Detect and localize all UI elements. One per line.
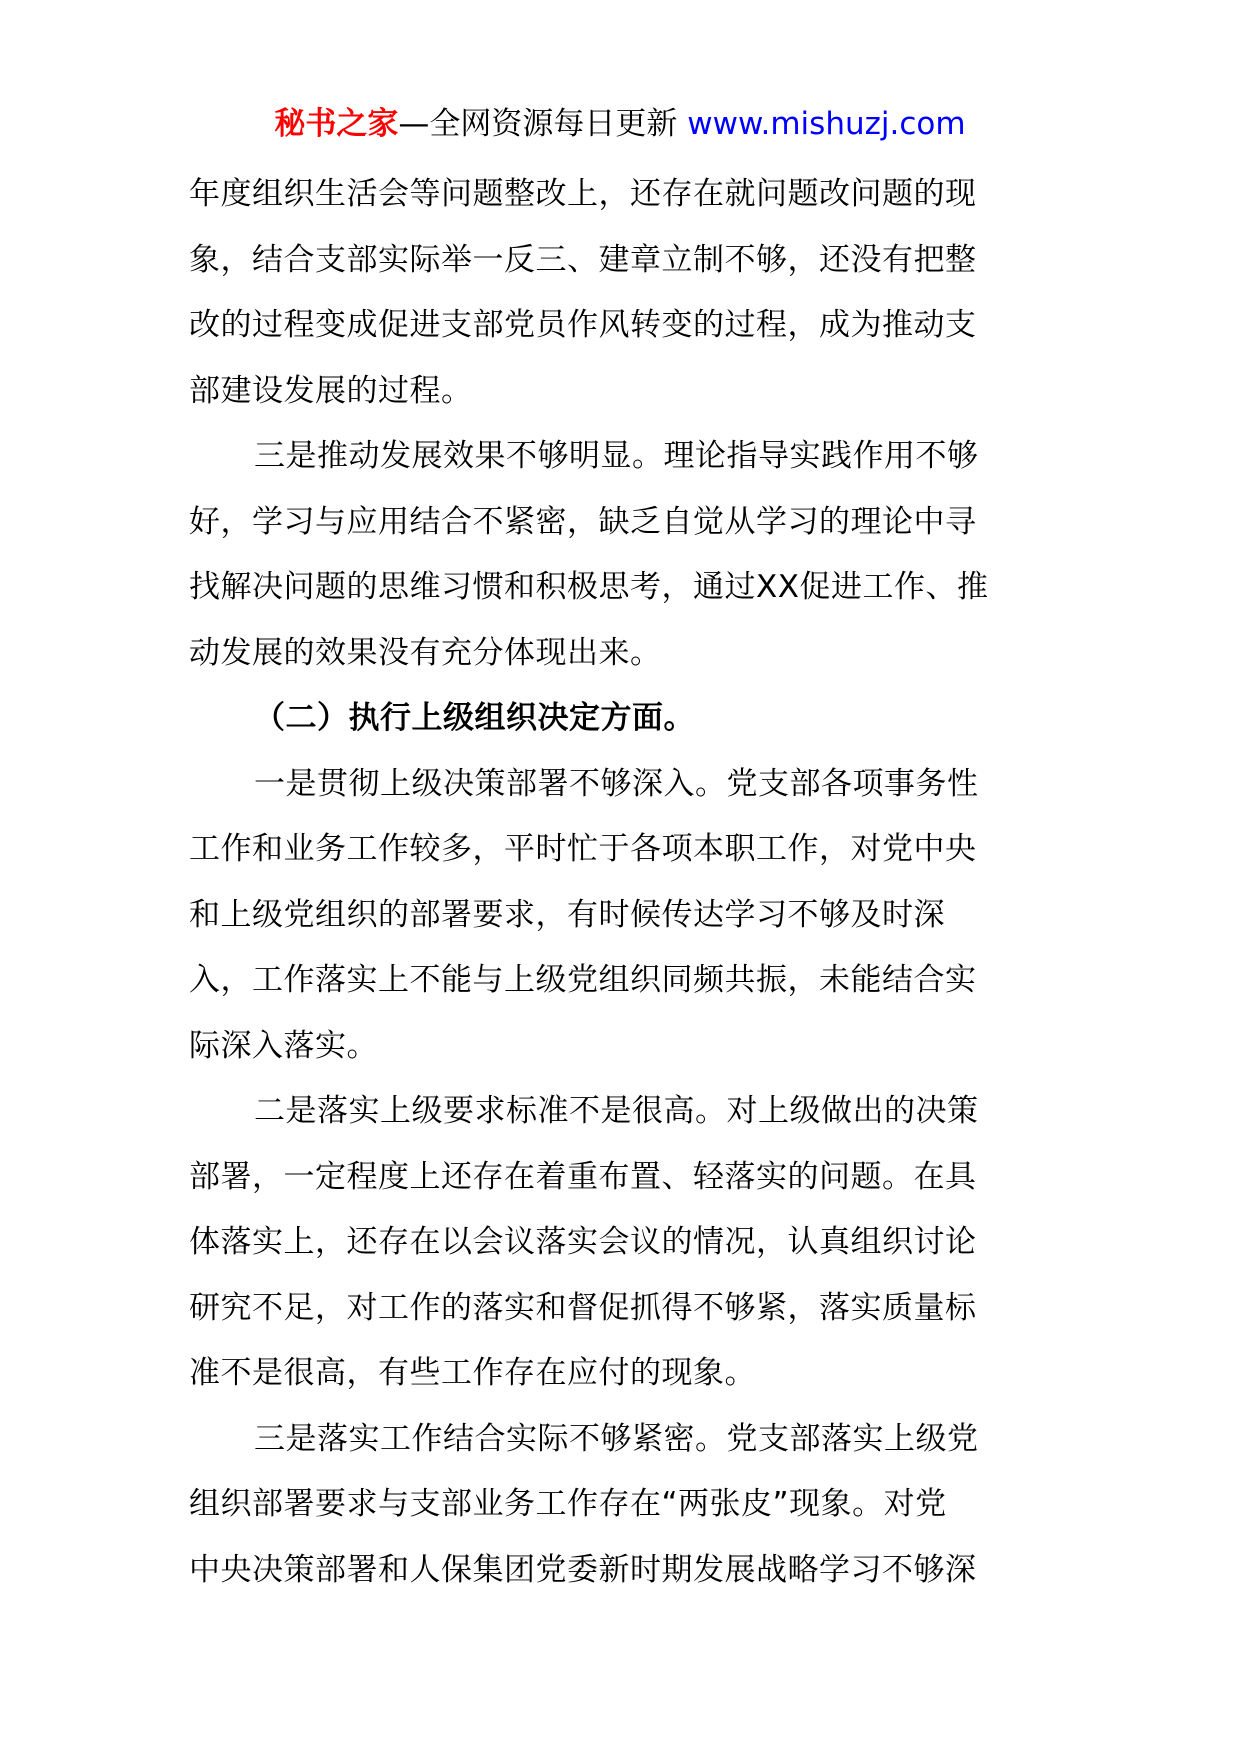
text-line: 好，学习与应用结合不紧密，缺乏自觉从学习的理论中寻 [189,503,977,540]
text-line: 准不是很高，有些工作存在应付的现象。 [189,1355,756,1391]
header-url-link[interactable]: www.mishuzj.com [687,106,966,142]
text-line: 动发展的效果没有充分体现出来。 [189,634,662,671]
text-line: 研究不足，对工作的落实和督促抓得不够紧，落实质量标 [189,1289,977,1326]
document-body [189,162,1069,1603]
text-line: 入，工作落实上不能与上级党组织同频共振，未能结合实 [189,962,977,998]
text-line: 工作和业务工作较多，平时忙于各项本职工作，对党中央 [189,831,977,867]
text-line: 部署，一定程度上还存在着重布置、轻落实的问题。在具 [189,1158,977,1195]
paragraph-start-line: 二是落实上级要求标准不是很高。对上级做出的决策 [254,1093,979,1129]
text-line: 年度组织生活会等问题整改上，还存在就问题改问题的现 [189,176,977,212]
paragraph-start-line: 一是贯彻上级决策部署不够深入。党支部各项事务性 [254,765,979,802]
text-line: 体落实上，还存在以会议落实会议的情况，认真组织讨论 [189,1224,977,1260]
text-line: 象，结合支部实际举一反三、建章立制不够，还没有把整 [189,241,977,278]
header-tagline: —全网资源每日更新 [398,106,678,142]
text-line: 组织部署要求与支部业务工作存在“两张皮”现象。对党 [189,1486,947,1522]
text-line: 找解决问题的思维习惯和积极思考，通过XX促进工作、推 [189,569,989,605]
text-line: 部建设发展的过程。 [189,372,473,409]
text-line: 中央决策部署和人保集团党委新时期发展战略学习不够深 [189,1551,977,1588]
paragraph-start-line: 三是推动发展效果不够明显。理论指导实践作用不够 [254,438,979,474]
brand-name: 秘书之家 [274,106,399,142]
text-line: 和上级党组织的部署要求，有时候传达学习不够及时深 [189,896,945,933]
section-heading: （二）执行上级组织决定方面。 [254,700,695,736]
text-line: 改的过程变成促进支部党员作风转变的过程，成为推动支 [189,307,977,343]
paragraph-start-line: 三是落实工作结合实际不够紧密。党支部落实上级党 [254,1420,979,1457]
text-line: 际深入落实。 [189,1027,378,1064]
page-header [0,100,1240,148]
